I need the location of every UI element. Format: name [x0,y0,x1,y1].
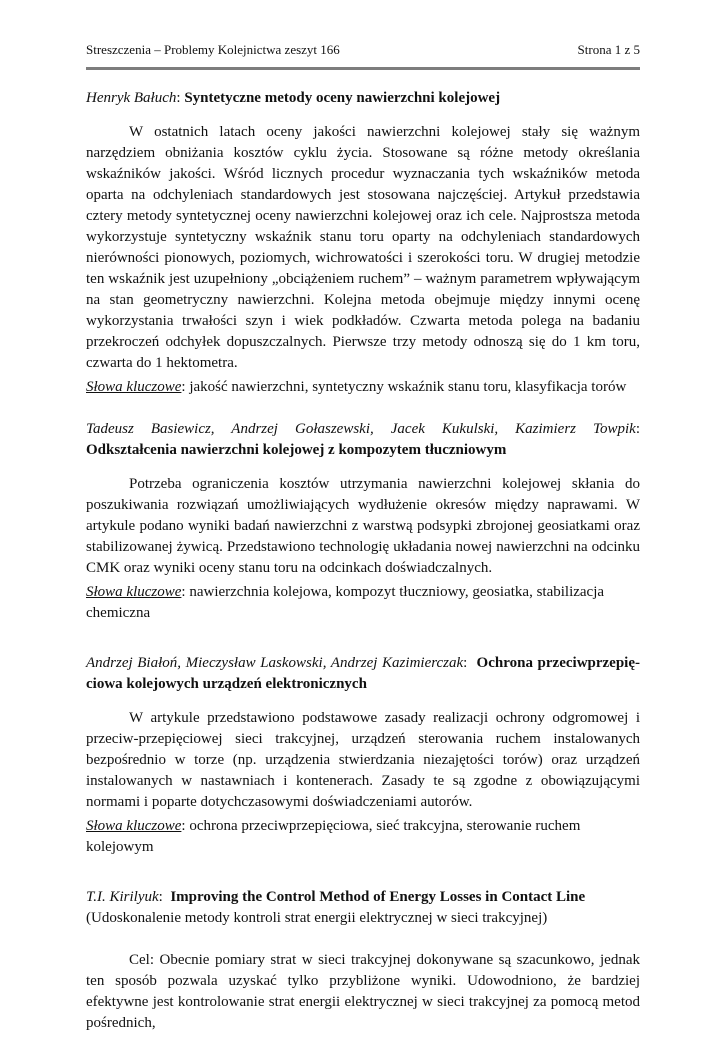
keywords-label: Słowa kluczowe [86,584,182,600]
article-abstract: W ostatnich latach oceny jakości nawierzchni kolejowej stały się ważnym narzędziem obniżania kosztów cyklu życia. Stosowane są różne metody określania wskaźników jakości. Wśród licznych procedur wyznaczania tych wskaźników metoda oparta na odchyleniach standardowych jest stosowana najczęściej. Artykuł przedstawia cztery metody syntetycznej oceny nawierzchni kolejowej oraz ich cele. Najprostsza metoda wykorzystuje syntetyczny wskaźnik stanu toru oparty na odchyleniach standardowych nierówności pionowych, poziomych, wichrowatości i szerokości toru. W drugiej metodzie ten wskaźnik jest uzupełniony „obciążeniem ruchem” – ważnym parametrem wpływającym na stan geometryczny nawierzchni. Kolejna metoda obejmuje między innymi ocenę wykorzystania trwałości szyn i wiek podkładów. Czwarta metoda polega na badaniu przekroczeń odchyłek dopuszczalnych. Pierwsze trzy metody odnoszą się do 1 km toru, czwarta do 1 hektometra. [86,124,640,371]
keywords-label: Słowa kluczowe [86,379,182,395]
article-authors: Henryk Bałuch [86,90,177,106]
article-keywords [86,816,640,858]
article-entry [86,419,640,624]
article-authors: T.I. Kirilyuk [86,889,159,905]
keywords-text: : jakość nawierzchni, syntetyczny wskaźnik stanu toru, klasyfikacja torów [181,379,627,395]
keywords-text: : ochrona przeciwprzepięciowa, sieć trakcyjna, sterowanie ruchem kolejowym [86,818,581,855]
section-spacer [86,645,640,653]
article-authors: Tadeusz Basiewicz, Andrzej Gołaszewski, Jacek Kukulski, Kazimierz Towpik [86,421,636,437]
publication-title: Streszczenia – Problemy Kolejnictwa zeszyt 166 [86,42,340,57]
abstracts-list [86,88,640,1055]
section-spacer [86,879,640,887]
article-keywords [86,582,640,624]
article-title: Ochrona przeciwprzepięciowa kolejowych urządzeń elektronicznych [86,655,641,692]
page-number: Strona 1 z 5 [577,42,640,57]
article-title: Improving the Control Method of Energy Losses in Contact Line [170,889,586,905]
article-heading: T.I. Kirilyuk: Improving the Control Method of Energy Losses in Contact Line [86,889,586,905]
keywords-text: : nawierzchnia kolejowa, kompozyt tłuczniowy, geosiatka, stabilizacja chemiczna [86,584,605,621]
article-title: Syntetyczne metody oceny nawierzchni kolejowej [184,90,501,106]
header-divider [86,67,640,70]
article-entry [86,88,640,398]
article-subtitle: (Udoskonalenie metody kontroli strat energii elektrycznej w sieci trakcyjnej) [86,910,548,926]
article-abstract: Potrzeba ograniczenia kosztów utrzymania nawierzchni kolejowej skłania do poszukiwania rozwiązań umożliwiających wydłużenie okresów między naprawami. W artykule podano wyniki badań nawierzchni z warstwą podsypki zbrojonej geosiatkami oraz stabilizowanej żywicą. Przedstawiono technologię układania nowej nawierzchni na odcinku CMK oraz wyniki oceny stanu toru na odcinkach doświadczalnych. [86,476,640,576]
article-title: Odkształcenia nawierzchni kolejowej z kompozytem tłuczniowym [86,442,507,458]
article-abstract: Cel: Obecnie pomiary strat w sieci trakcyjnej dokonywane są szacunkowo, jednak ten sposób pozwala uzyskać tylko przybliżone wyniki. Udowodniono, że bardziej efektywne jest kontrolowanie strat energii elektrycznej w sieci trakcyjnej za pomocą metod pośrednich, [86,952,640,1031]
article-entry [86,887,640,1034]
article-heading: Tadeusz Basiewicz, Andrzej Gołaszewski, Jacek Kukulski, Kazimierz Towpik: Odkształcenia nawierzchni kolejowej z kompozytem tłuczniowym [86,421,640,458]
article-abstract: W artykule przedstawiono podstawowe zasady realizacji ochrony odgromowej i przeciw-przepięciowej sieci trakcyjnej, urządzeń sterowania ruchem instalowanych bezpośrednio w torze (np. urządzenia stwierdzania niezajętości torów) oraz urządzeń instalowanych w nastawniach i kontenerach. Zasady te są zgodne z obowiązującymi normami i poparte dotychczasowymi doświadczeniami autorów. [86,710,640,810]
article-heading: Henryk Bałuch: Syntetyczne metody oceny nawierzchni kolejowej [86,90,501,106]
article-authors: Andrzej Białoń, Mieczysław Laskowski, Andrzej Kazimierczak [86,655,464,671]
keywords-label: Słowa kluczowe [86,818,182,834]
article-keywords [86,377,640,398]
article-entry [86,653,640,858]
article-heading: Andrzej Białoń, Mieczysław Laskowski, Andrzej Kazimierczak: Ochrona przeciwprzepięciowa kolejowych urządzeń elektronicznych [86,655,641,692]
